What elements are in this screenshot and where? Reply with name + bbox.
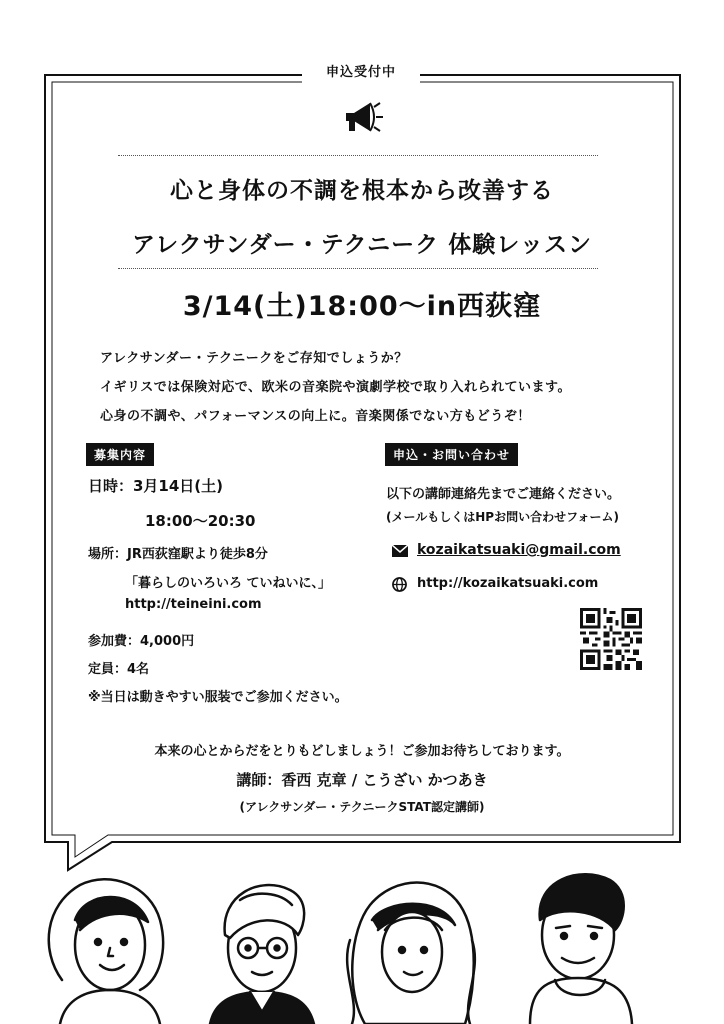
intro-line-1: アレクサンダー・テクニークをご存知でしょうか？: [100, 351, 408, 366]
instructor-name: 講師：香西 克章 / こうざい かつあき: [236, 771, 488, 789]
contact-instruction: 以下の講師連絡先までご連絡ください。: [386, 487, 621, 502]
divider-bottom: [118, 268, 598, 269]
application-open-badge: 申込受付中: [302, 61, 420, 85]
recruit-heading: 募集内容: [86, 443, 154, 466]
megaphone-icon: [340, 97, 384, 141]
contact-heading: 申込・お問い合わせ: [385, 443, 518, 466]
contact-website[interactable]: http://kozaikatsuaki.com: [417, 576, 599, 591]
title-line-2: アレクサンダー・テクニーク 体験レッスン: [132, 232, 592, 258]
capacity: 定員：4名: [88, 662, 150, 677]
divider-top: [118, 155, 598, 156]
contact-methods: (メールもしくはHPお問い合わせフォーム): [386, 510, 619, 524]
person-illustration: [347, 883, 475, 1024]
person-illustration: [530, 874, 632, 1024]
participation-fee: 参加費：4,000円: [88, 634, 195, 649]
event-date-title: 3/14(土)18:00〜in西荻窪: [182, 291, 542, 322]
event-datetime: 日時：3月14日(土): [88, 477, 224, 495]
venue-url[interactable]: http://teineini.com: [125, 597, 262, 612]
clothing-note: ※当日は動きやすい服装でご参加ください。: [88, 690, 348, 705]
event-time: 18:00〜20:30: [145, 512, 256, 530]
qr-code-icon[interactable]: [580, 608, 642, 670]
globe-icon: [392, 577, 407, 592]
intro-line-3: 心身の不調や、パフォーマンスの向上に。音楽関係でない方もどうぞ！: [100, 409, 531, 424]
contact-email[interactable]: kozaikatsuaki@gmail.com: [417, 542, 621, 558]
person-illustration: [49, 879, 163, 1024]
title-line-1: 心と身体の不調を根本から改善する: [170, 178, 554, 204]
people-illustration: [0, 860, 724, 1024]
venue-name: 「暮らしのいろいろ ていねいに、」: [125, 576, 332, 591]
event-place: 場所：JR西荻窪駅より徒歩8分: [88, 547, 268, 562]
intro-line-2: イギリスでは保険対応で、欧米の音楽院や演劇学校で取り入れられています。: [100, 380, 571, 395]
mail-icon: [392, 545, 408, 557]
instructor-credential: (アレクサンダー・テクニークSTAT認定講師): [239, 800, 485, 814]
closing-message: 本来の心とからだをとりもどしましょう！ご参加お待ちしております。: [154, 744, 570, 759]
person-illustration: [210, 885, 314, 1024]
